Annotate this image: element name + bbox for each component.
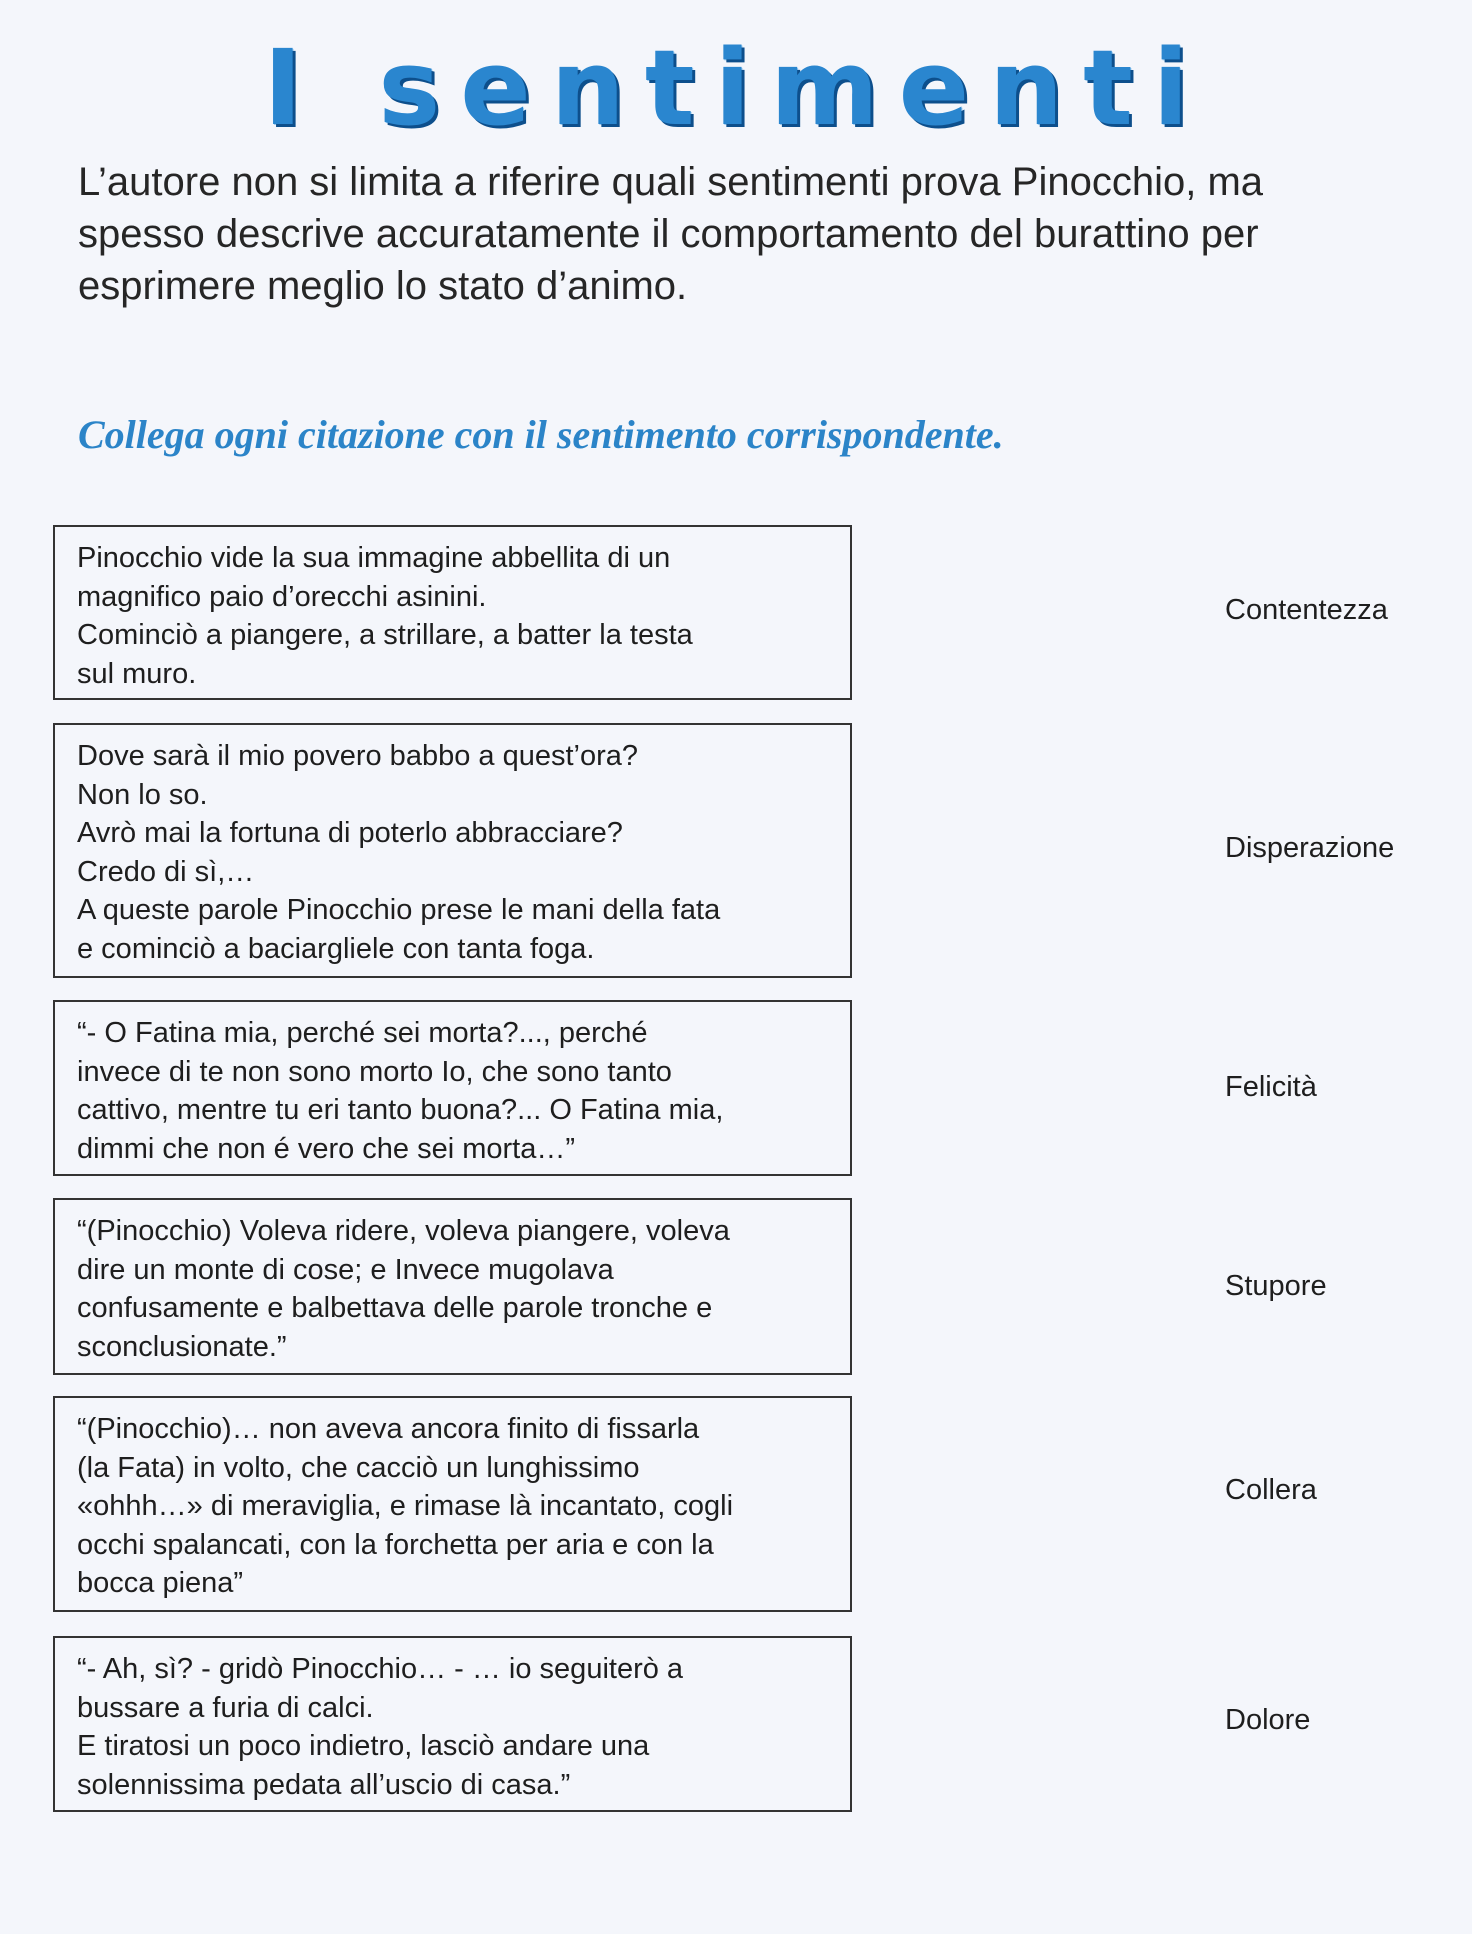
quote-line: “(Pinocchio)… non aveva ancora finito di fissarla bbox=[77, 1413, 700, 1445]
quote-line: sul muro. bbox=[77, 657, 197, 690]
quote-box-4 bbox=[53, 1198, 852, 1375]
quote-line: Pinocchio vide la sua immagine abbellita di un bbox=[77, 542, 671, 574]
quote-line: e cominciò a baciargliele con tanta foga. bbox=[77, 932, 595, 965]
intro-line: L’autore non si limita a riferire quali sentimenti prova Pinocchio, ma bbox=[78, 160, 1264, 204]
quote-line: «ohhh…» di meraviglia, e rimase là incantato, cogli bbox=[77, 1490, 734, 1522]
page-title: I sentimenti bbox=[263, 27, 1209, 149]
quote-box-5 bbox=[53, 1396, 852, 1612]
exercise-instruction: Collega ogni citazione con il sentimento corrispondente. bbox=[78, 412, 1004, 457]
quote-line: dimmi che non é vero che sei morta…” bbox=[77, 1132, 576, 1165]
quote-line: (la Fata) in volto, che cacciò un lunghissimo bbox=[77, 1451, 640, 1484]
quote-line: Avrò mai la fortuna di poterlo abbracciare? bbox=[77, 817, 623, 849]
quote-line: “(Pinocchio) Voleva ridere, voleva piangere, voleva bbox=[77, 1215, 730, 1247]
quote-line: E tiratosi un poco indietro, lasciò andare una bbox=[77, 1730, 650, 1762]
feeling-label: Dolore bbox=[1225, 1704, 1311, 1736]
quote-line: invece di te non sono morto Io, che sono tanto bbox=[77, 1055, 672, 1088]
quote-line: sconclusionate.” bbox=[77, 1330, 287, 1363]
intro-paragraph bbox=[78, 156, 1418, 312]
quote-line: “- O Fatina mia, perché sei morta?..., perché bbox=[77, 1017, 648, 1049]
feeling-label: Collera bbox=[1225, 1474, 1317, 1506]
feeling-label: Disperazione bbox=[1225, 832, 1395, 864]
intro-line: spesso descrive accuratamente il comportamento del burattino per bbox=[78, 212, 1259, 256]
quote-line: dire un monte di cose; e Invece mugolava bbox=[77, 1253, 614, 1286]
quote-box-1 bbox=[53, 525, 852, 700]
quote-line: cattivo, mentre tu eri tanto buona?... O Fatina mia, bbox=[77, 1094, 724, 1126]
quote-line: occhi spalancati, con la forchetta per aria e con la bbox=[77, 1528, 714, 1561]
quote-line: bussare a furia di calci. bbox=[77, 1691, 374, 1724]
quote-line: Dove sarà il mio povero babbo a quest’ora? bbox=[77, 740, 638, 772]
quote-line: A queste parole Pinocchio prese le mani della fata bbox=[77, 894, 721, 926]
feeling-label: Felicità bbox=[1225, 1071, 1317, 1103]
quote-box-3 bbox=[53, 1000, 852, 1176]
feeling-label: Contentezza bbox=[1225, 594, 1388, 626]
quote-line: solennissima pedata all’uscio di casa.” bbox=[77, 1768, 571, 1801]
quote-line: “- Ah, sì? - gridò Pinocchio… - … io seguiterò a bbox=[77, 1653, 684, 1685]
quote-line: bocca piena” bbox=[77, 1567, 244, 1599]
feeling-label: Stupore bbox=[1225, 1270, 1327, 1302]
quote-line: confusamente e balbettava delle parole tronche e bbox=[77, 1292, 713, 1324]
quote-line: magnifico paio d’orecchi asinini. bbox=[77, 580, 487, 613]
quote-line: Credo di sì,… bbox=[77, 855, 255, 888]
quote-box-6 bbox=[53, 1636, 852, 1812]
quote-box-2 bbox=[53, 723, 852, 978]
quote-line: Cominciò a piangere, a strillare, a batter la testa bbox=[77, 619, 693, 651]
quote-line: Non lo so. bbox=[77, 778, 208, 811]
intro-line: esprimere meglio lo stato d’animo. bbox=[78, 264, 688, 308]
